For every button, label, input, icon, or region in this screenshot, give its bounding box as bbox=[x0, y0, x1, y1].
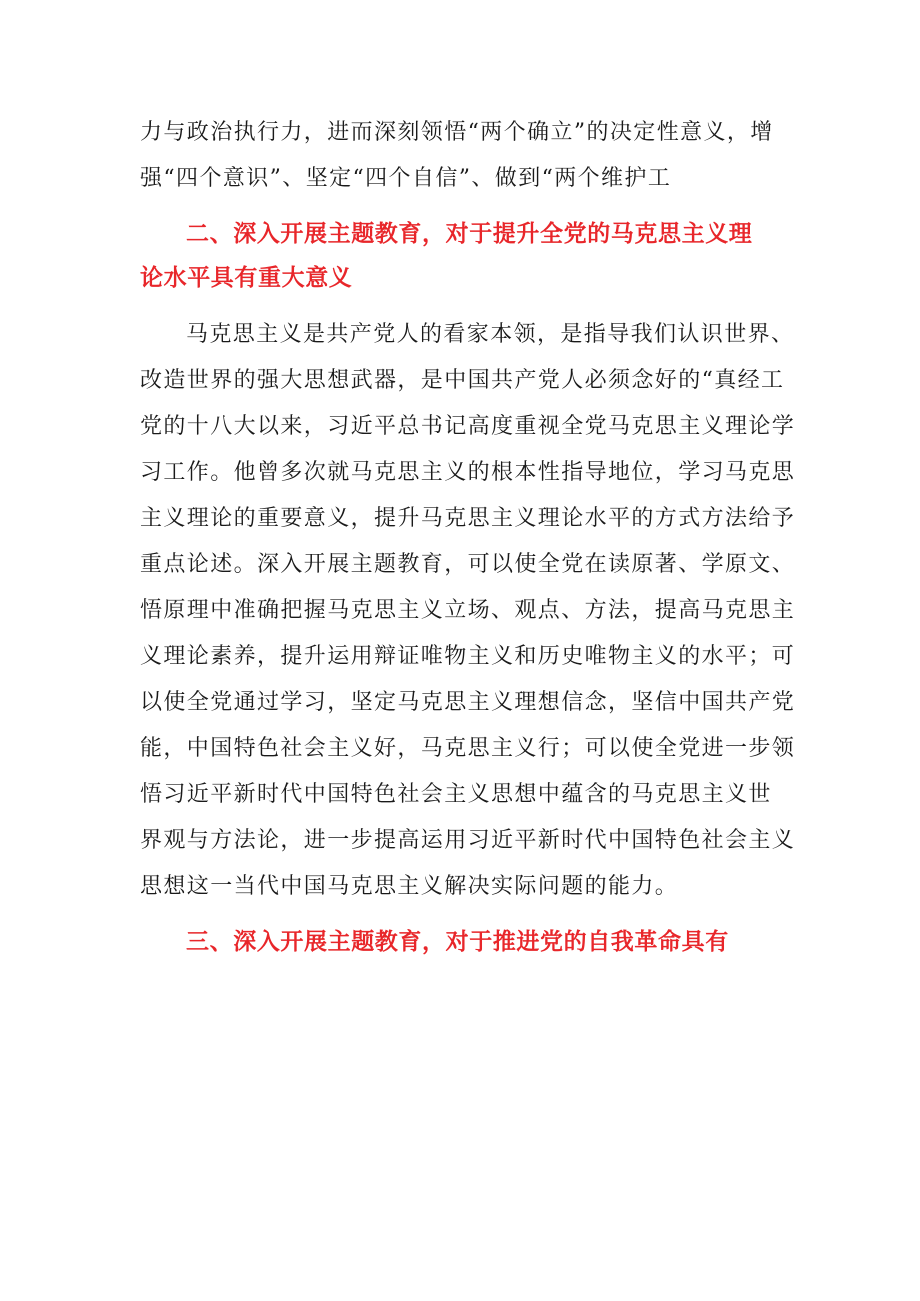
section-heading: 三、深入开展主题教育，对于推进党的自我革命具有 bbox=[186, 929, 729, 955]
paragraph-line: 强“四个意识”、坚定“四个自信”、做到“两个维护工 bbox=[140, 166, 672, 191]
paragraph-line: 以使全党通过学习，坚定马克思主义理想信念，坚信中国共产党 bbox=[140, 690, 796, 715]
paragraph-line: 重点论述。深入开展主题教育，可以使全党在读原著、学原文、 bbox=[140, 552, 796, 577]
document-body bbox=[140, 110, 800, 964]
paragraph-line: 马克思主义是共产党人的看家本领，是指导我们认识世界、 bbox=[186, 322, 795, 347]
section-heading: 论水平具有重大意义 bbox=[140, 265, 353, 291]
paragraph-line: 界观与方法论，进一步提高运用习近平新时代中国特色社会主义 bbox=[140, 828, 796, 853]
paragraph-line: 党的十八大以来，习近平总书记高度重视全党马克思主义理论学 bbox=[140, 414, 796, 439]
paragraph-line: 改造世界的强大思想武器，是中国共产党人必须念好的“真经工 bbox=[140, 368, 785, 393]
paragraph-line: 力与政治执行力，进而深刻领悟“两个确立”的决定性意义，增 bbox=[140, 120, 774, 145]
paragraph-line: 悟原理中准确把握马克思主义立场、观点、方法，提高马克思主 bbox=[140, 598, 796, 623]
paragraph-line: 悟习近平新时代中国特色社会主义思想中蕴含的马克思主义世 bbox=[140, 782, 772, 807]
paragraph-line: 能，中国特色社会主义好，马克思主义行；可以使全党进一步领 bbox=[140, 736, 796, 761]
paragraph-line: 义理论素养，提升运用辩证唯物主义和历史唯物主义的水平；可 bbox=[140, 644, 796, 669]
paragraph-line: 主义理论的重要意义，提升马克思主义理论水平的方式方法给予 bbox=[140, 506, 796, 531]
paragraph-line: 思想这一当代中国马克思主义解决实际问题的能力。 bbox=[140, 874, 679, 899]
paragraph-line: 习工作。他曾多次就马克思主义的根本性指导地位，学习马克思 bbox=[140, 460, 796, 485]
section-heading: 二、深入开展主题教育，对于提升全党的马克思主义理 bbox=[186, 221, 753, 247]
